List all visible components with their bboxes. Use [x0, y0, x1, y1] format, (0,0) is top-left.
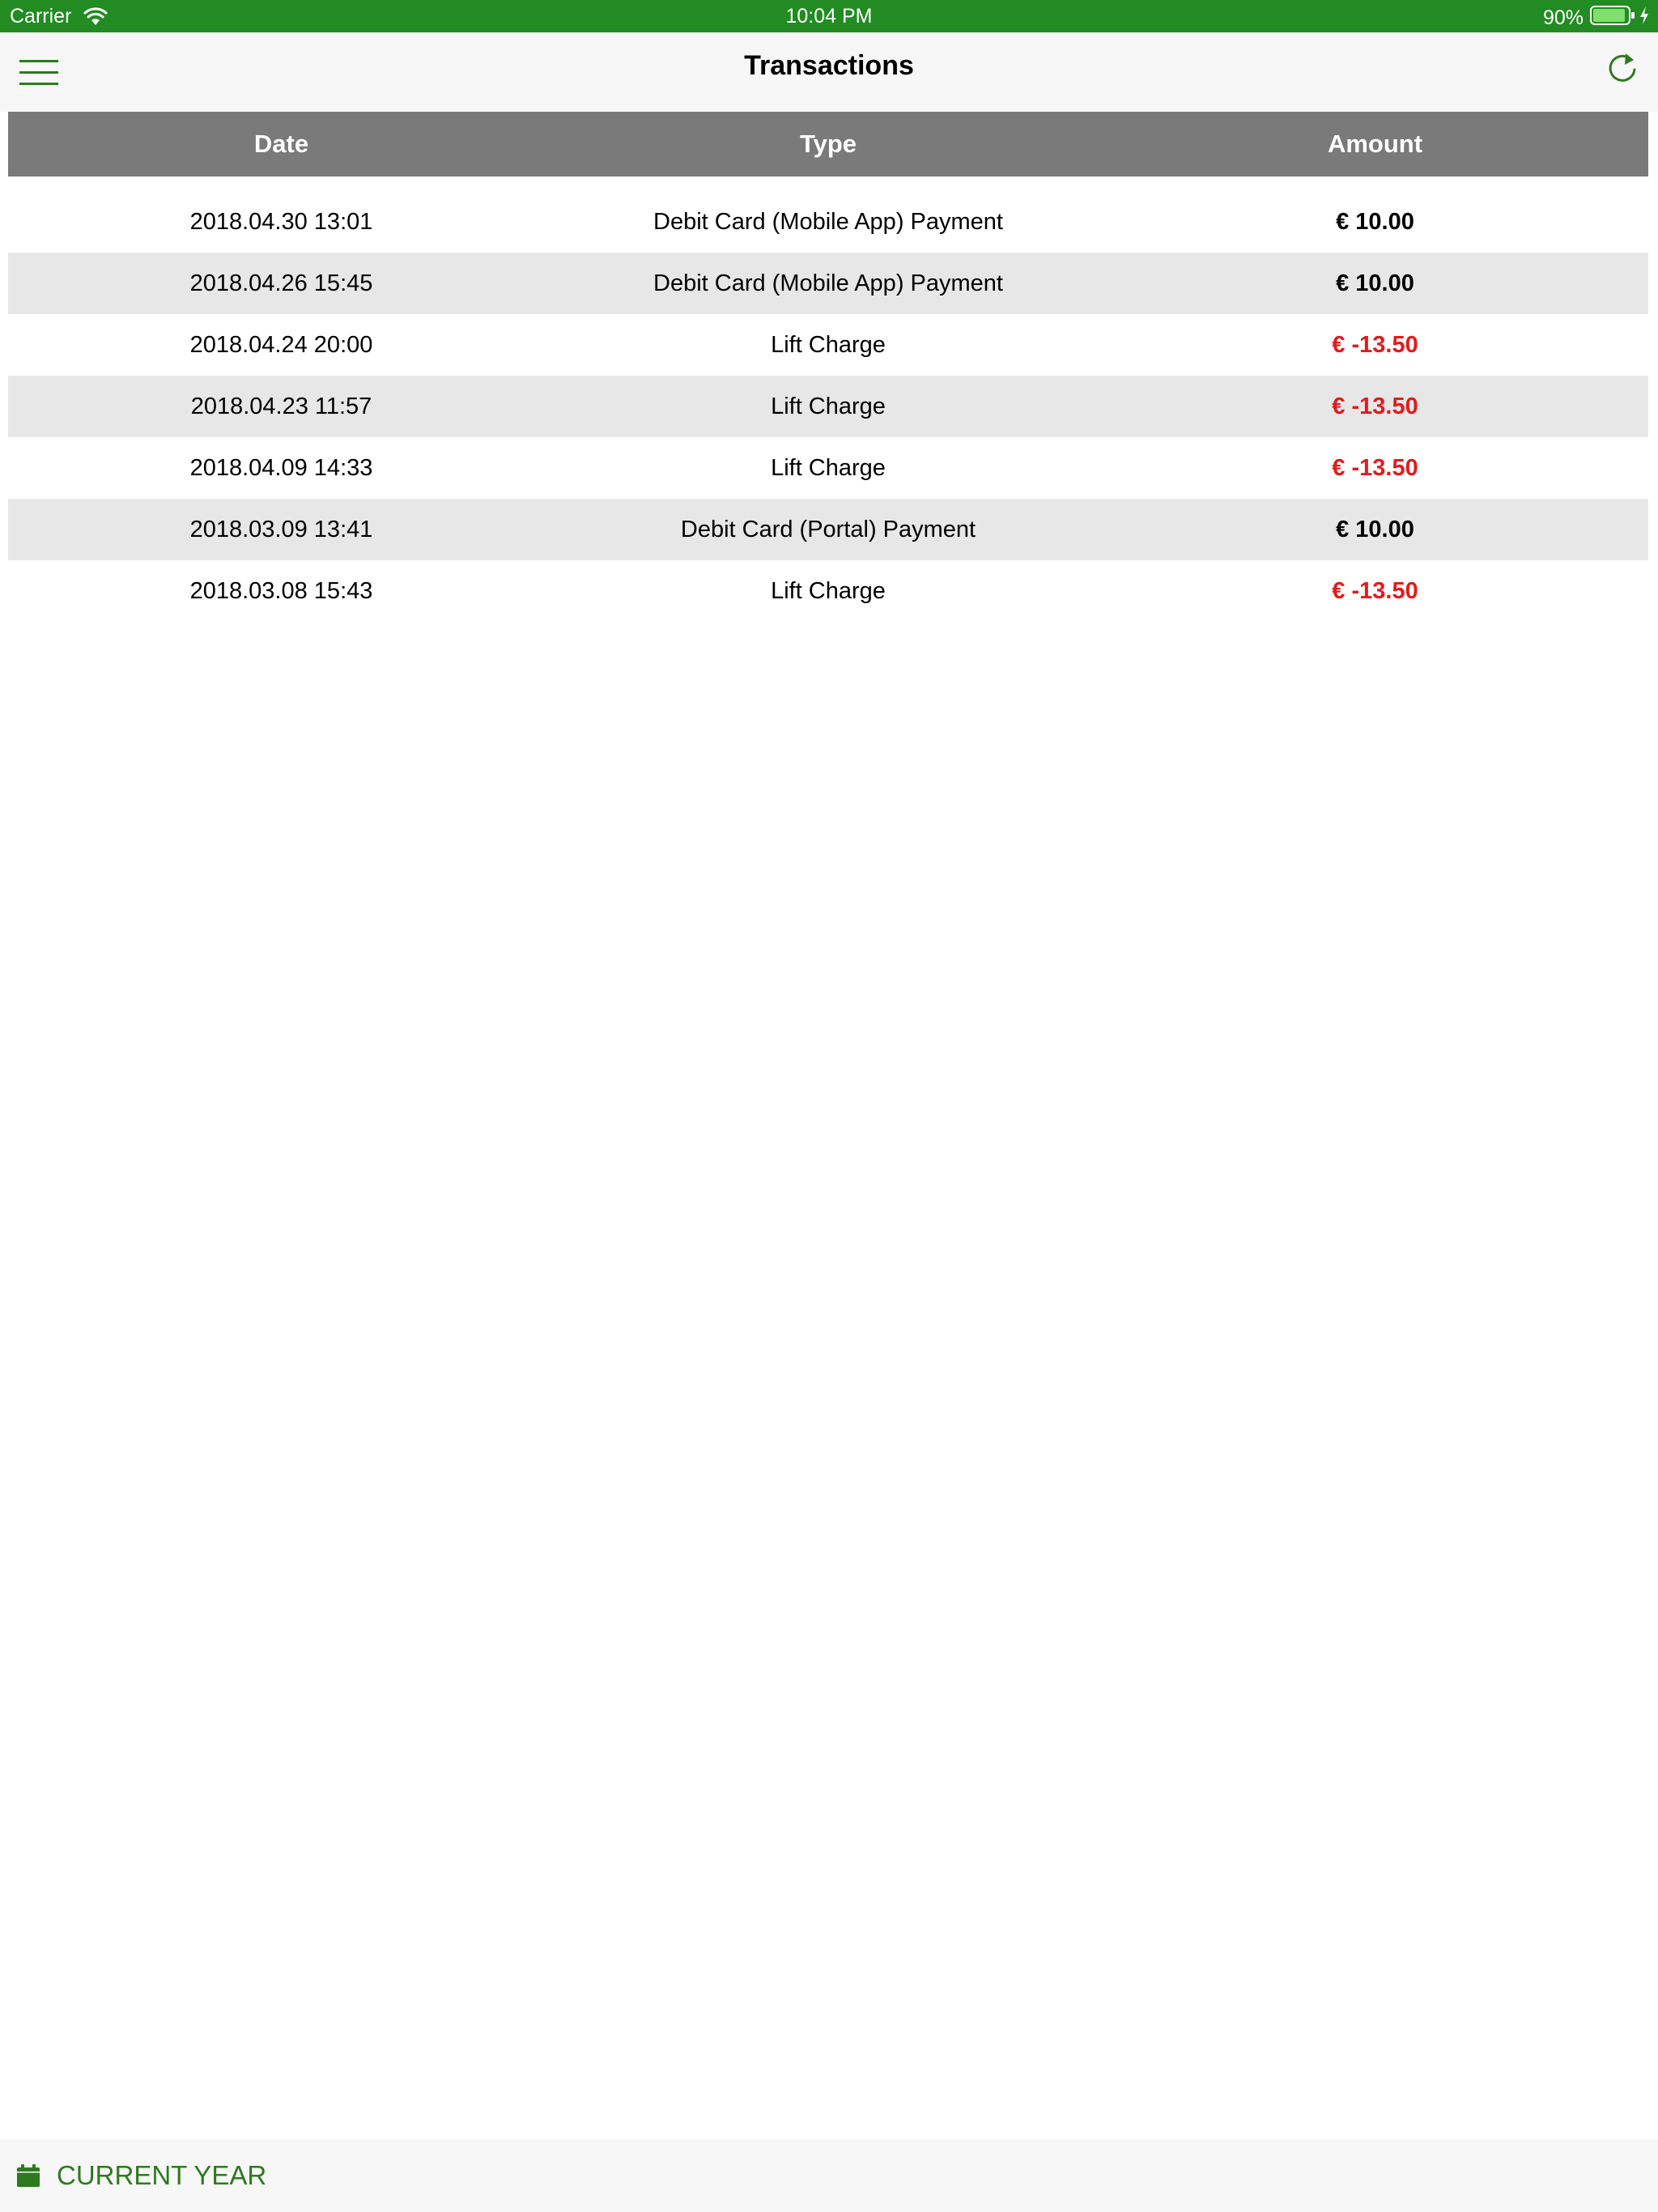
- battery-percentage: 90%: [1542, 6, 1584, 29]
- row-amount: € -13.50: [1332, 454, 1418, 481]
- table-row[interactable]: [8, 314, 1648, 376]
- row-type: Lift Charge: [771, 577, 886, 604]
- table-body: [8, 177, 1648, 622]
- transactions-table: [8, 112, 1648, 622]
- page-title: Transactions: [744, 50, 914, 81]
- current-year-filter-button[interactable]: [16, 2160, 266, 2191]
- row-date: 2018.03.08 15:43: [189, 577, 373, 604]
- table-row[interactable]: [8, 376, 1648, 437]
- table-row[interactable]: [8, 253, 1648, 314]
- charging-bolt-icon: [1639, 6, 1650, 31]
- row-date: 2018.04.24 20:00: [189, 331, 373, 358]
- table-row[interactable]: [8, 191, 1648, 253]
- refresh-button[interactable]: [1605, 50, 1640, 86]
- row-date: 2018.03.09 13:41: [189, 516, 373, 542]
- row-amount: € -13.50: [1332, 577, 1418, 604]
- row-type: Lift Charge: [771, 393, 886, 419]
- header-type[interactable]: Type: [799, 130, 857, 158]
- row-amount: € 10.00: [1336, 270, 1414, 296]
- row-date: 2018.04.26 15:45: [189, 270, 373, 296]
- row-date: 2018.04.23 11:57: [190, 393, 372, 419]
- calendar-icon: [16, 2163, 40, 2188]
- bottom-toolbar: [0, 2139, 1658, 2212]
- row-type: Lift Charge: [771, 454, 886, 481]
- table-row[interactable]: [8, 499, 1648, 560]
- row-amount: € 10.00: [1336, 208, 1414, 235]
- row-amount: € 10.00: [1336, 516, 1414, 542]
- header-date[interactable]: Date: [253, 130, 309, 158]
- table-row[interactable]: [8, 437, 1648, 499]
- battery-icon: [1590, 5, 1635, 32]
- row-type: Lift Charge: [771, 331, 886, 358]
- status-bar: [0, 0, 1658, 32]
- header-amount[interactable]: Amount: [1327, 130, 1423, 158]
- row-amount: € -13.50: [1332, 331, 1418, 358]
- row-type: Debit Card (Mobile App) Payment: [653, 208, 1003, 235]
- row-type: Debit Card (Portal) Payment: [680, 516, 976, 542]
- row-date: 2018.04.09 14:33: [189, 454, 373, 481]
- status-right: [1543, 5, 1650, 32]
- row-type: Debit Card (Mobile App) Payment: [653, 270, 1003, 296]
- refresh-icon: [1605, 50, 1640, 86]
- table-header: [8, 112, 1648, 177]
- row-amount: € -13.50: [1332, 393, 1418, 419]
- row-date: 2018.04.30 13:01: [189, 208, 373, 235]
- table-row[interactable]: [8, 560, 1648, 622]
- status-time: 10:04 PM: [785, 5, 873, 28]
- carrier-label: Carrier: [10, 5, 72, 28]
- navigation-bar: [0, 32, 1658, 112]
- filter-label: CURRENT YEAR: [57, 2160, 267, 2190]
